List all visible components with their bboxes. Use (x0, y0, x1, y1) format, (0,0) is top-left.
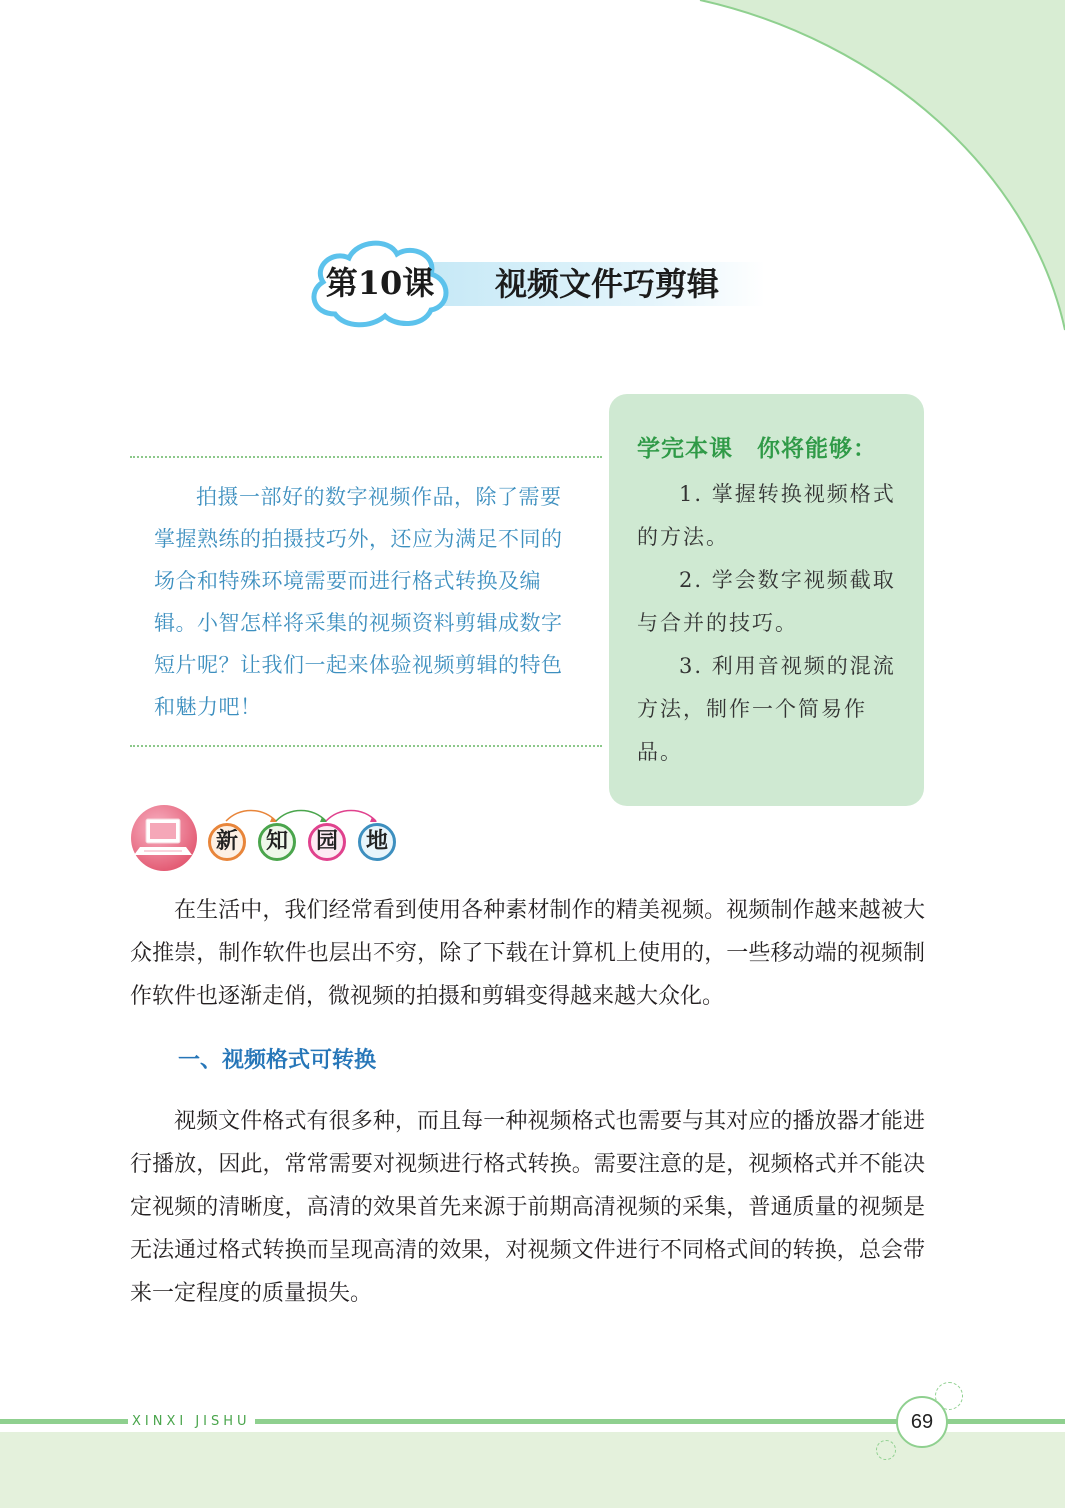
section-badge (130, 803, 405, 875)
learning-goals-box (609, 394, 924, 806)
lesson-number: 第10课 (325, 264, 435, 302)
intro-paragraph: 拍摄一部好的数字视频作品，除了需要掌握熟练的拍摄技巧外，还应为满足不同的场合和特殊环境需要而进行格式转换及编辑。小智怎样将采集的视频资料剪辑成数字短片呢？让我们一起来体验视频剪辑的特色和魅力吧！ (154, 485, 563, 719)
footer-label: XINXI JISHU (128, 1412, 255, 1432)
body-paragraph-2: 视频文件格式有很多种，而且每一种视频格式也需要与其对应的播放器才能进行播放，因此，常常需要对视频进行格式转换。需要注意的是，视频格式并不能决定视频的清晰度，高清的效果首先来源于前期高清视频的采集，普通质量的视频是无法通过格式转换而呈现高清的效果，对视频文件进行不同格式间的转换，总会带来一定程度的质量损失。 (130, 1109, 925, 1306)
lesson-header (305, 236, 765, 330)
lesson-title: 视频文件巧剪辑 (495, 265, 720, 303)
page-number: 69 (910, 1411, 934, 1433)
goal-item-1: 1. 掌握转换视频格式的方法。 (637, 482, 896, 549)
badge-char-yuan: 园 (308, 823, 346, 861)
goals-heading: 学完本课 你将能够： (637, 436, 877, 462)
badge-char-zhi: 知 (258, 823, 296, 861)
badge-char-di: 地 (358, 823, 396, 861)
intro-top-divider (130, 456, 602, 458)
goal-item-3: 3. 利用音视频的混流方法，制作一个简易作品。 (637, 654, 896, 764)
goal-item-2: 2. 学会数字视频截取与合并的技巧。 (637, 568, 896, 635)
body-paragraph-1: 在生活中，我们经常看到使用各种素材制作的精美视频。视频制作越来越被大众推崇，制作软件也层出不穷，除了下载在计算机上使用的，一些移动端的视频制作软件也逐渐走俏，微视频的拍摄和剪辑变得越来越大众化。 (130, 898, 925, 1009)
section-subheading: 一、视频格式可转换 (178, 1047, 377, 1073)
intro-bottom-divider (130, 745, 602, 747)
badge-char-xin: 新 (208, 823, 246, 861)
decorative-circle-icon (876, 1440, 896, 1460)
